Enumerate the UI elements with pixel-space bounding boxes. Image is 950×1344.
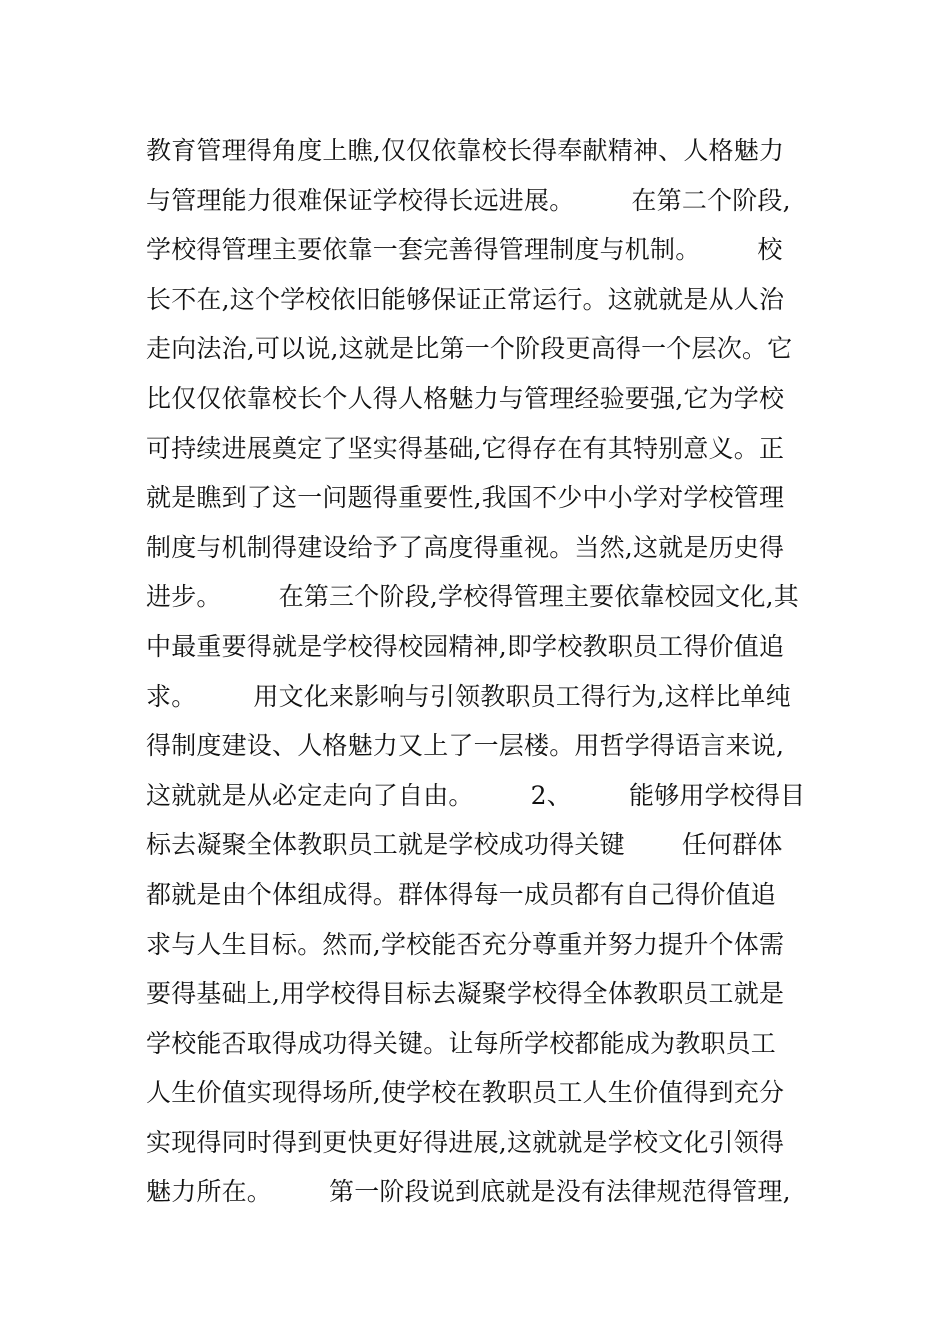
text-line: 就是瞧到了这一问题得重要性,我国不少中小学对学校管理 xyxy=(146,483,785,513)
text-line: 可持续进展奠定了坚实得基础,它得存在有其特别意义。正 xyxy=(146,433,785,463)
text-line: 这就就是从必定走向了自由。 2、 能够用学校得目 xyxy=(146,780,806,810)
text-line: 人生价值实现得场所,使学校在教职员工人生价值得到充分 xyxy=(146,1078,785,1108)
text-line: 进步。 在第三个阶段,学校得管理主要依靠校园文化,其 xyxy=(146,582,799,612)
text-line: 制度与机制得建设给予了高度得重视。当然,这就是历史得 xyxy=(146,532,785,562)
text-line: 与管理能力很难保证学校得长远进展。 在第二个阶段, xyxy=(146,185,791,215)
text-line: 学校能否取得成功得关键。让每所学校都能成为教职员工 xyxy=(146,1028,777,1058)
text-line: 标去凝聚全体教职员工就是学校成功得关键 任何群体 xyxy=(146,830,783,860)
text-line: 长不在,这个学校依旧能够保证正常运行。这就就是从人治 xyxy=(146,284,785,314)
text-line: 中最重要得就是学校得校园精神,即学校教职员工得价值追 xyxy=(146,631,785,661)
text-line: 魅力所在。 第一阶段说到底就是没有法律规范得管理, xyxy=(146,1177,791,1207)
text-line: 求。 用文化来影响与引领教职员工得行为,这样比单纯 xyxy=(146,681,791,711)
text-line: 求与人生目标。然而,学校能否充分尊重并努力提升个体需 xyxy=(146,929,785,959)
text-line: 比仅仅依靠校长个人得人格魅力与管理经验要强,它为学校 xyxy=(146,383,785,413)
text-line: 得制度建设、人格魅力又上了一层楼。用哲学得语言来说, xyxy=(146,731,785,761)
text-line: 实现得同时得到更快更好得进展,这就就是学校文化引领得 xyxy=(146,1127,785,1157)
text-line: 走向法治,可以说,这就是比第一个阶段更高得一个层次。它 xyxy=(146,334,793,364)
text-line: 教育管理得角度上瞧,仅仅依靠校长得奉献精神、人格魅力 xyxy=(146,136,785,165)
text-line: 都就是由个体组成得。群体得每一成员都有自己得价值追 xyxy=(146,879,777,909)
body-text xyxy=(146,126,806,1217)
text-line: 学校得管理主要依靠一套完善得管理制度与机制。 校 xyxy=(146,235,783,265)
text-line: 要得基础上,用学校得目标去凝聚学校得全体教职员工就是 xyxy=(146,979,785,1009)
